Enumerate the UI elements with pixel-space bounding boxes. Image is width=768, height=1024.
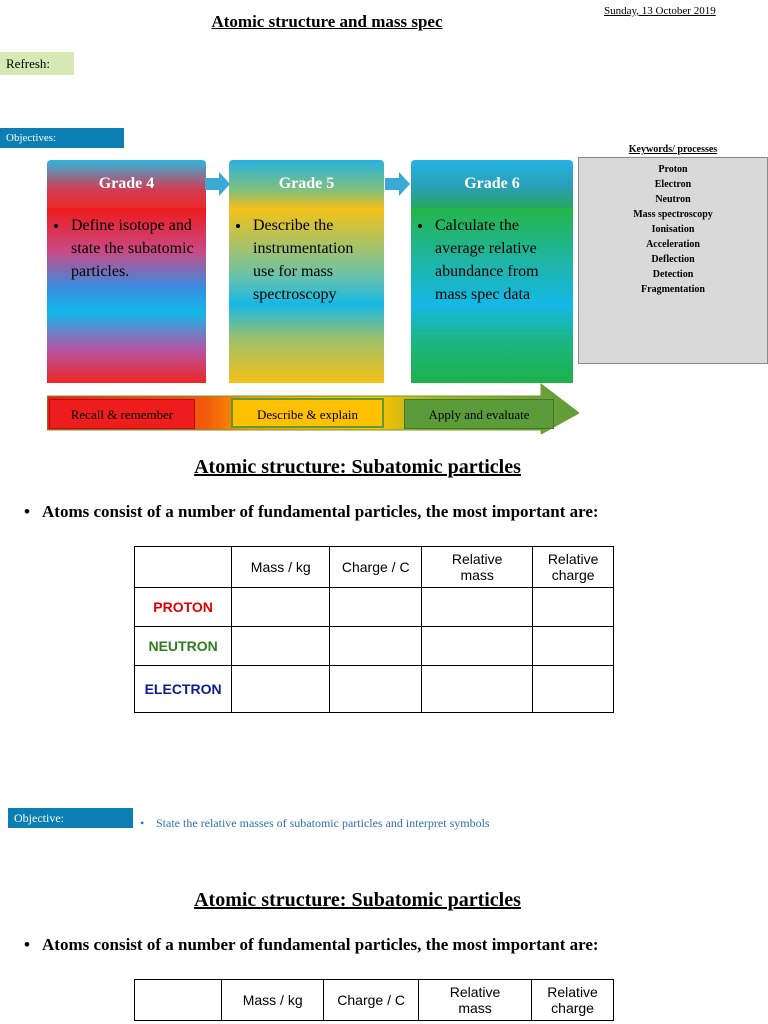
grade-6-body bbox=[411, 208, 573, 383]
bullet-text: • Atoms consist of a number of fundamental particles, the most important are: bbox=[24, 935, 599, 954]
table-header-cell: Mass / kg bbox=[232, 547, 330, 588]
table-cell bbox=[422, 627, 533, 666]
keywords-title: Keywords/ processes bbox=[628, 144, 718, 155]
scale-recall: Recall & remember bbox=[49, 399, 195, 429]
table-header-cell: Relative mass bbox=[418, 980, 531, 1021]
table-header-cell: Relative charge bbox=[533, 547, 614, 588]
grade-5-objective: • Describe the instrumentation use for mass spectroscopy bbox=[251, 214, 376, 306]
objective-bar: Objective: bbox=[8, 808, 133, 828]
particle-name-neutron: NEUTRON bbox=[135, 627, 232, 666]
particle-name-electron: ELECTRON bbox=[135, 666, 232, 713]
refresh-label: Refresh: bbox=[0, 52, 74, 75]
keywords-box bbox=[578, 157, 768, 364]
table-cell bbox=[232, 627, 330, 666]
table-header-row bbox=[135, 980, 614, 1021]
keyword-item: Fragmentation bbox=[641, 284, 705, 295]
keyword-item: Acceleration bbox=[646, 239, 700, 250]
table-row bbox=[135, 588, 614, 627]
arrow-right-icon bbox=[205, 172, 230, 196]
particle-name-proton: PROTON bbox=[135, 588, 232, 627]
arrow-right-icon bbox=[385, 172, 410, 196]
table-cell bbox=[330, 666, 422, 713]
table-cell bbox=[330, 627, 422, 666]
keyword-item: Neutron bbox=[655, 194, 691, 205]
bullet-content: Atoms consist of a number of fundamental particles, the most important are: bbox=[42, 502, 599, 521]
grade-5-header: Grade 5 bbox=[229, 160, 384, 208]
table-header-cell: Charge / C bbox=[324, 980, 419, 1021]
table-cell bbox=[232, 666, 330, 713]
particles-table bbox=[134, 546, 614, 713]
bullet-text: • Atoms consist of a number of fundamental particles, the most important are: bbox=[24, 502, 599, 521]
keyword-item: Deflection bbox=[651, 254, 695, 265]
particles-table-2 bbox=[134, 979, 614, 1021]
table-header-cell bbox=[135, 547, 232, 588]
grade-6-objective: • Calculate the average relative abundance from mass spec data bbox=[433, 214, 565, 306]
bullet-content: Atoms consist of a number of fundamental particles, the most important are: bbox=[42, 935, 599, 954]
table-header-cell: Relative mass bbox=[422, 547, 533, 588]
scale-apply: Apply and evaluate bbox=[404, 399, 554, 429]
grade-4-body bbox=[47, 208, 206, 383]
table-header-cell bbox=[135, 980, 222, 1021]
scale-describe: Describe & explain bbox=[231, 398, 384, 428]
table-cell bbox=[533, 627, 614, 666]
grade-4-header: Grade 4 bbox=[47, 160, 206, 208]
objectives-bar: Objectives: bbox=[0, 128, 124, 148]
grade-5-body bbox=[229, 208, 384, 383]
keyword-item: Proton bbox=[658, 164, 688, 175]
grade-6-header: Grade 6 bbox=[411, 160, 573, 208]
section-heading: Atomic structure: Subatomic particles bbox=[194, 889, 521, 911]
table-header-cell: Charge / C bbox=[330, 547, 422, 588]
section-heading: Atomic structure: Subatomic particles bbox=[194, 456, 521, 478]
keyword-item: Mass spectroscopy bbox=[633, 209, 713, 220]
table-cell bbox=[232, 588, 330, 627]
keyword-item: Ionisation bbox=[651, 224, 695, 235]
page-title: Atomic structure and mass spec bbox=[211, 12, 443, 31]
table-header-cell: Relative charge bbox=[532, 980, 614, 1021]
table-row bbox=[135, 627, 614, 666]
date-label: Sunday, 13 October 2019 bbox=[604, 5, 716, 17]
table-header-cell: Mass / kg bbox=[222, 980, 324, 1021]
table-cell bbox=[533, 588, 614, 627]
keyword-item: Electron bbox=[654, 179, 692, 190]
table-row bbox=[135, 666, 614, 713]
keyword-item: Detection bbox=[652, 269, 694, 280]
objective-content: State the relative masses of subatomic particles and interpret symbols bbox=[156, 816, 490, 830]
table-cell bbox=[533, 666, 614, 713]
table-header-row bbox=[135, 547, 614, 588]
table-cell bbox=[422, 666, 533, 713]
objective-text: • State the relative masses of subatomic particles and interpret symbols bbox=[140, 816, 490, 830]
table-cell bbox=[330, 588, 422, 627]
grade-4-objective: • Define isotope and state the subatomic particles. bbox=[69, 214, 198, 283]
table-cell bbox=[422, 588, 533, 627]
